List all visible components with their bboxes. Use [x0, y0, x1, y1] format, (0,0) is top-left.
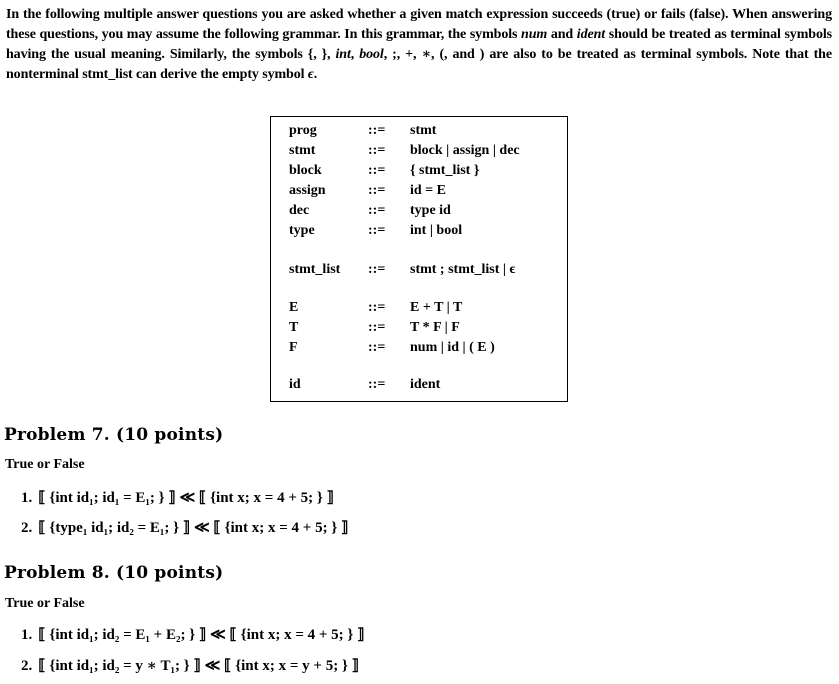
grammar-rule-dec	[271, 201, 567, 221]
grammar-rhs: int | bool	[410, 223, 463, 238]
question-expression: ⟦ {int id₁; id₂ = E₁ + E₂; } ⟧ ≪ ⟦ {int x; x = 4 + 5; } ⟧	[38, 627, 365, 643]
question-number: 1.	[21, 490, 33, 506]
question-expression: ⟦ {type₁ id₁; id₂ = E₁; } ⟧ ≪ ⟦ {int x; x = 4 + 5; } ⟧	[38, 520, 349, 536]
grammar-rhs: type id	[410, 203, 451, 218]
grammar-rhs: stmt	[410, 123, 437, 138]
problem-7-question-1	[21, 487, 334, 509]
intro-text-2: and	[547, 27, 577, 42]
intro-int-symbol: int	[335, 47, 351, 62]
grammar-rhs: stmt ; stmt_list | ϵ	[410, 262, 516, 277]
grammar-op: ::=	[368, 223, 386, 238]
question-expression: ⟦ {int id₁; id₂ = y ∗ T₁; } ⟧ ≪ ⟦ {int x; x = y + 5; } ⟧	[38, 658, 360, 674]
grammar-op: ::=	[368, 320, 386, 335]
intro-text-6: .	[313, 67, 318, 82]
problem-8-true-false-label: True or False	[5, 596, 85, 611]
question-expression: ⟦ {int id₁; id₁ = E₁; } ⟧ ≪ ⟦ {int x; x = 4 + 5; } ⟧	[38, 490, 334, 506]
grammar-rhs: num | id | ( E )	[410, 340, 495, 355]
problem-7-title: Problem 7. (10 points)	[4, 425, 224, 445]
grammar-lhs: id	[289, 377, 301, 392]
grammar-rule-prog	[271, 121, 567, 141]
grammar-lhs: prog	[289, 123, 317, 138]
intro-bool-symbol: bool	[359, 47, 384, 62]
intro-num-symbol: num	[521, 27, 548, 42]
grammar-rhs: E + T | T	[410, 300, 463, 315]
grammar-rule-f	[271, 338, 567, 358]
grammar-op: ::=	[368, 143, 386, 158]
intro-text-3: should be treated as terminal symbols having the usual meaning. Similarly, the symbols {, },	[6, 27, 832, 62]
grammar-rhs: block | assign | dec	[410, 143, 520, 158]
problem-8-question-1	[21, 624, 365, 646]
grammar-lhs: dec	[289, 203, 310, 218]
grammar-lhs: type	[289, 223, 315, 238]
intro-ident-symbol: ident	[576, 27, 606, 42]
grammar-lhs: F	[289, 340, 298, 355]
problem-7-question-2	[21, 517, 348, 539]
grammar-rule-id	[271, 375, 567, 395]
grammar-rhs: { stmt_list }	[410, 163, 480, 178]
grammar-rule-e	[271, 298, 567, 318]
grammar-op: ::=	[368, 340, 386, 355]
grammar-op: ::=	[368, 203, 386, 218]
problem-7-true-false-label: True or False	[5, 457, 85, 472]
intro-epsilon-symbol: ϵ	[307, 67, 314, 82]
grammar-op: ::=	[368, 183, 386, 198]
grammar-op: ::=	[368, 300, 386, 315]
grammar-rhs: T * F | F	[410, 320, 460, 335]
grammar-op: ::=	[368, 377, 386, 392]
intro-text-1: In the following multiple answer questions you are asked whether a given match expression succeeds (true) or fails (false). When answering these questions, you may assume the following grammar. In this grammar, the symbols	[6, 7, 832, 42]
intro-paragraph	[6, 5, 832, 85]
grammar-rule-block	[271, 161, 567, 181]
grammar-rule-assign	[271, 181, 567, 201]
grammar-box	[270, 116, 568, 402]
grammar-op: ::=	[368, 262, 386, 277]
intro-text-5: , ;, +, ∗, (, and ) are also to be treated as terminal symbols. Note that the nonterminal stmt_list can derive the empty symbol	[6, 47, 832, 82]
grammar-rule-stmt	[271, 141, 567, 161]
grammar-lhs: block	[289, 163, 322, 178]
intro-text-4: ,	[350, 47, 360, 62]
grammar-op: ::=	[368, 163, 386, 178]
problem-8-title: Problem 8. (10 points)	[4, 563, 224, 583]
question-number: 1.	[21, 627, 33, 643]
grammar-rule-stmt-list	[271, 260, 567, 280]
grammar-lhs: assign	[289, 183, 326, 198]
grammar-lhs: stmt	[289, 143, 316, 158]
grammar-lhs: stmt_list	[289, 262, 341, 277]
grammar-op: ::=	[368, 123, 386, 138]
problem-8-question-2	[21, 655, 359, 677]
grammar-rule-t	[271, 318, 567, 338]
grammar-lhs: T	[289, 320, 299, 335]
grammar-rhs: ident	[410, 377, 441, 392]
question-number: 2.	[21, 520, 33, 536]
grammar-rhs: id = E	[410, 183, 446, 198]
grammar-lhs: E	[289, 300, 299, 315]
question-number: 2.	[21, 658, 33, 674]
grammar-rule-type	[271, 221, 567, 241]
